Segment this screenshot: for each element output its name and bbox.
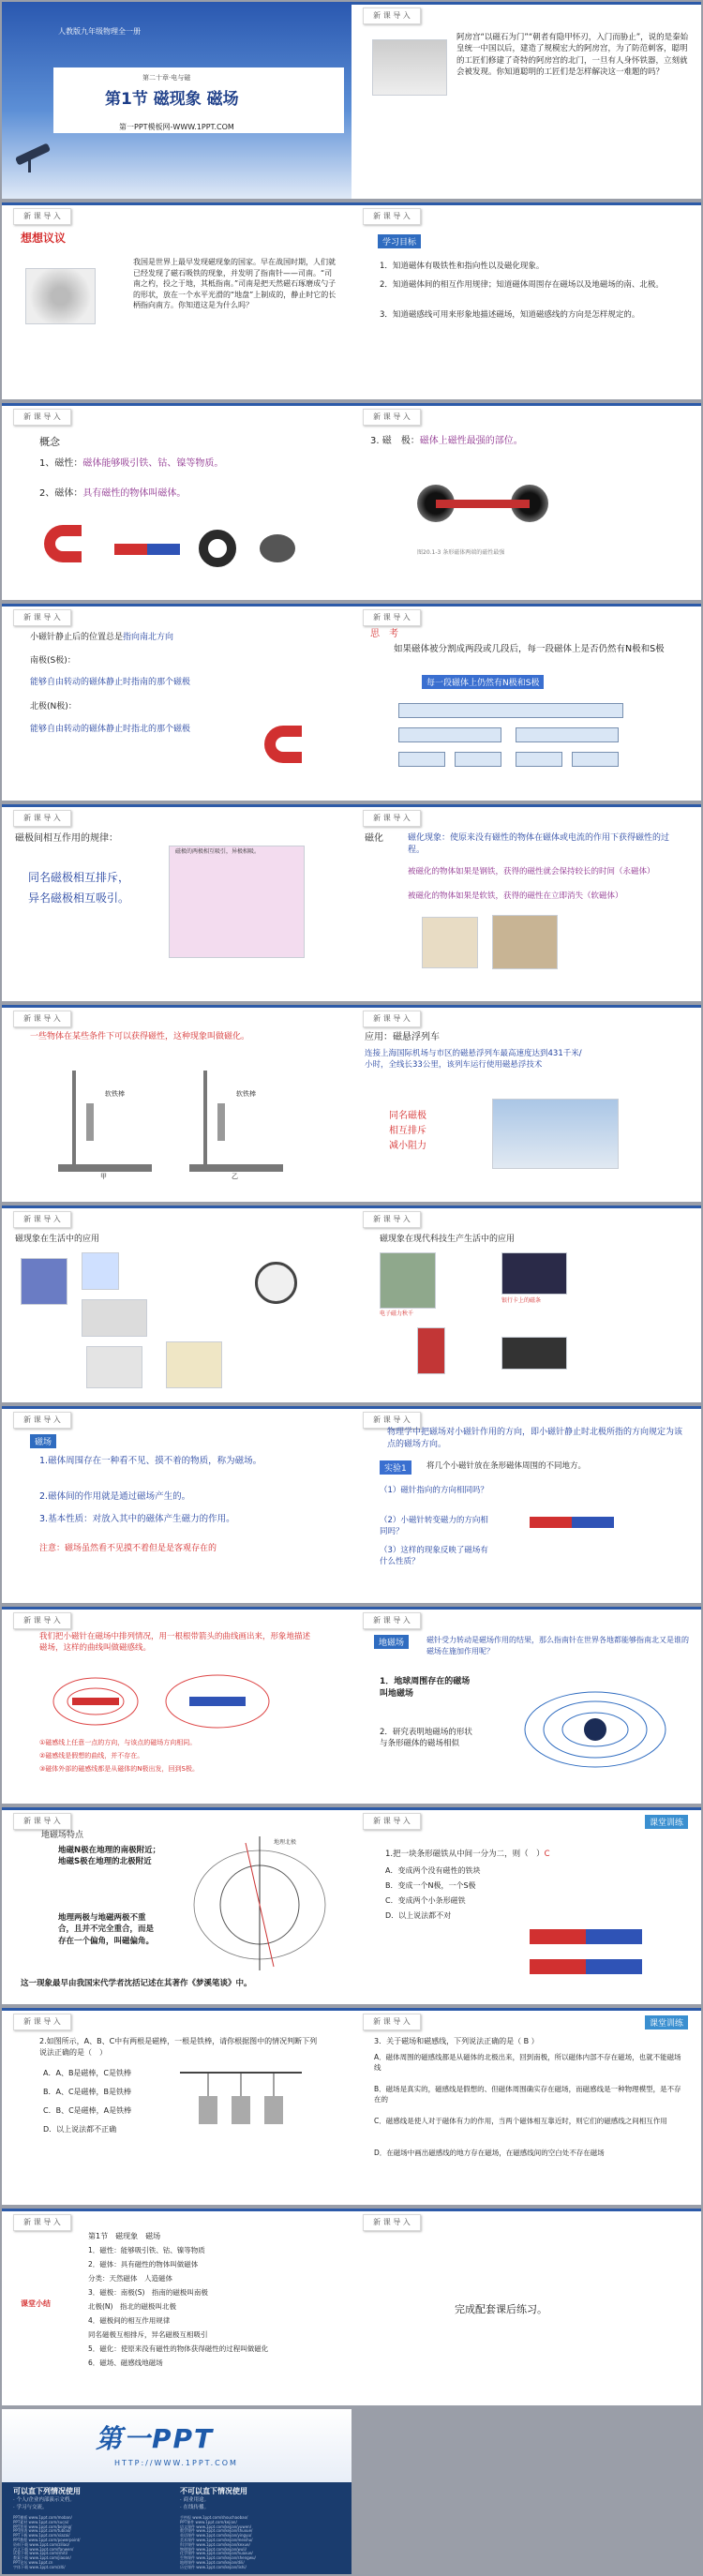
q1-option-d: D．以上说法都不对 [385,1911,452,1920]
cassette-image [501,1337,567,1370]
figure-b-label: 乙 [232,1173,238,1180]
top-bar [352,1807,701,1810]
u-magnet-image [44,525,82,562]
pole-definition [370,435,523,449]
practice-badge: 课堂训练 [645,2015,688,2029]
earth-axis-diagram [189,1832,330,1972]
top-bar [352,1005,701,1008]
summary-2: 2．磁体：具有磁性的物体叫做磁体 [88,2260,199,2269]
bar-magnet-image [114,544,180,555]
top-bar [352,403,701,406]
maglev-point-3: 减小阻力 [389,1141,426,1151]
lesson-title: 第1节 磁现象 磁场 [105,90,239,109]
footer-link[interactable]: 英语课件 www.1ppt.com/kejian/yingyu/ [180,2533,252,2539]
tech-app-title: 磁现象在现代科技生产生活中的应用 [380,1235,516,1244]
think-heading: 想想议议 [21,232,67,245]
section-tag: 新 课 导 入 [13,2014,71,2030]
q3-option-c: C．磁感线是使人对于磁体有力的作用，当两个磁体相互靠近时，则它们的磁感线之间相互作用 [374,2117,667,2125]
question-1-stem: 1.把一块条形磁铁从中间一分为二，则（ ） [385,1850,545,1859]
footer-link[interactable]: PPT背景 www.1ppt.com/beijing/ [13,2524,72,2529]
slide-concepts [2,403,352,600]
maglev-point-1: 同名磁极 [389,1111,426,1121]
slide-field-direction [352,1406,701,1603]
magnetic-stick-image [166,1341,222,1388]
slide-field-lines [2,1607,352,1804]
soft-magnet-note: 被磁化的物体如果是软铁，获得的磁性在立即消失（软磁体） [408,891,623,901]
q3-option-d: D．在磁场中画出磁感线的地方存在磁场，在磁感线间的空白处不存在磁场 [374,2149,605,2157]
slide-intro-afang [352,2,701,199]
magnet-experiment-image [422,917,478,968]
footer-link[interactable]: 美术课件 www.1ppt.com/kejian/meishu/ [180,2538,253,2542]
image-caption: 磁极的两极相互吸引，异极相吸。 [175,848,261,855]
q2-option-b: B．A、C是磁棒，B是铁棒 [43,2088,132,2096]
footer-logo-area [2,2409,352,2482]
question-2-text: 2.如图所示，A、B、C中有两根是磁棒，一根是铁棒，请你根据图中的情况判断下列说法正确的是（ ） [39,2037,318,2057]
q2-option-a: A．A、B是磁棒，C是铁棒 [43,2069,132,2077]
footer-link[interactable]: 教案下载 www.1ppt.com/jiaoan/ [13,2555,71,2561]
apparatus-a-image [58,1061,152,1183]
pole-term: 3. 磁 极： [370,436,420,446]
top-bar [352,2209,701,2211]
slide-summary [2,2209,352,2405]
magnetism-term: 1、磁性： [39,458,83,469]
section-tag: 新 课 导 入 [363,208,421,225]
footer-link[interactable]: PPT课件 www.1ppt.com/kejian/ [180,2519,237,2524]
bank-card-image [501,1252,567,1295]
magnet-label [39,487,186,502]
chapter-label: 第二十章·电与磁 [142,74,191,82]
think-text: 我国是世界上最早发现磁现象的国家。早在战国时期，人们就已经发现了磁石吸铁的现象，并发明了指南针——司南。“司南之杓，投之于地，其柢指南。”司南是把天然磁石琢磨成勺子的形状，放在一个水平光滑的“地盘”上制成的，静止时它的长柄指向南方。你知道这是为什么吗？ [133,258,337,310]
section-tag: 新 课 导 入 [363,609,421,626]
magnetization-label: 磁化 [365,833,383,844]
section-tag: 新 课 导 入 [13,810,71,827]
footer-link[interactable]: 科学课件 www.1ppt.com/kejian/kexue/ [180,2541,250,2547]
field-point-1: 1.磁体周围存在一种看不见、摸不着的物质，称为磁场。 [39,1456,262,1466]
section-tag: 新 课 导 入 [13,208,71,225]
not-allowed-line-2: · 在线传播。 [180,2505,209,2510]
question-1: （1）磁针指向的方向相同吗？ [380,1486,488,1495]
life-app-title: 磁现象在生活中的应用 [15,1235,100,1244]
needle-intro-highlight: 指向南北方向 [123,633,174,642]
homework-text: 完成配套课后练习。 [455,2303,547,2315]
section-tag: 新 课 导 入 [363,7,421,24]
intro-text: 阿房宫“以磁石为门”“朝者有隐甲怀刃，入门而胁止”，说的是秦始皇统一中国以后，建造了规模宏大的阿房宫，为了防范刺客，聪明的工匠们修建了奇特的阿房宫的北门，一旦有人身怀铁器，立刻就会被发现。你知道聪明的工匠们是怎样解决这一难题的吗？ [456,33,689,77]
figure-caption: 图20.1-3 条形磁体两端的磁性最强 [417,549,505,556]
pushpins-image [82,1252,119,1290]
section-tag: 新 课 导 入 [363,1813,421,1830]
top-bar [2,604,352,607]
top-bar [352,1607,701,1610]
footer-link[interactable]: 手抄报 www.1ppt.com/shouchaobao/ [180,2515,248,2520]
slide-needle-poles [2,604,352,801]
field-label: 磁场 [30,1434,56,1448]
objective-2: 2．知道磁体间的相互作用规律；知道磁体周围存在磁场以及地磁场的南、北极。 [380,280,664,290]
south-pole-def: 能够自由转动的磁体静止时指南的那个磁极 [30,678,191,687]
allowed-line-2: · 学习与交流。 [13,2505,48,2510]
geomagnetism-text: 磁针受力转动是磁场作用的结果，那么指南针在世界各地都能够指南北又是谁的磁场在施加作用呢？ [426,1636,689,1655]
not-allowed-title: 不可以直下情况使用 [180,2487,247,2495]
rule-attract: 异名磁极相互吸引。 [28,891,130,905]
iron-filings-magnet-image [408,473,558,539]
north-pole-def: 能够自由转动的磁体静止时指北的那个磁极 [30,725,191,734]
site-line: 第一PPT模板网-WWW.1PPT.COM [119,123,234,131]
geomagnetism-point-2: 2．研究表明地磁场的形状与条形磁体的磁场相似 [380,1728,472,1749]
direction-definition: 物理学中把磁场对小磁针作用的方向，即小磁针静止时北极所指的方向规定为该点的磁场方向。 [387,1428,683,1450]
q1-option-c: C．变成两个小条形磁铁 [385,1896,466,1905]
summary-head: 第1节 磁现象 磁场 [88,2232,161,2240]
features-b: 地理两极与地磁两极不重合，且并不完全重合，而是存在一个偏角，叫磁偏角。 [58,1913,155,1946]
section-tag: 新 课 导 入 [363,1412,421,1429]
section-tag: 新 课 导 入 [13,1412,71,1429]
footer-links [13,2516,341,2572]
q2-option-c: C．B、C是磁棒，A是铁棒 [43,2106,132,2115]
split-question: 如果磁体被分割成两段或几段后，每一段磁体上是否仍然有N极和S极 [394,644,665,654]
card-caption: 银行卡上的磁条 [501,1297,542,1304]
magnetism-label [39,457,223,472]
geomagnetism-label: 地磁场 [374,1635,409,1649]
split-magnet-image-2 [530,1959,642,1974]
maglev-point-2: 相互排斥 [389,1126,426,1136]
ring-magnet-image [199,530,236,567]
student-experiment-image [492,915,558,969]
soft-iron-label-b: 软铁棒 [236,1090,256,1098]
top-bar [352,604,701,607]
section-tag: 新 课 导 入 [363,409,421,426]
soft-iron-label-a: 软铁棒 [105,1090,125,1098]
summary-7: 同名磁极互相排斥，异名磁极互相吸引 [88,2330,208,2339]
slide-geomagnetism [352,1607,701,1804]
summary-9: 6．磁场、磁感线地磁场 [88,2359,163,2367]
footer-link[interactable]: PPT素材 www.1ppt.com/sucai/ [13,2519,69,2524]
top-bar [2,804,352,807]
slide-maglev [352,1005,701,1202]
footer-link[interactable]: 生物课件 www.1ppt.com/kejian/shengwu/ [180,2555,256,2561]
summary-8: 5．磁化：使原来没有磁性的物体获得磁性的过程叫做磁化 [88,2344,269,2353]
slide-magnetic-field [2,1406,352,1603]
magnetization-sentence: 一些物体在某些条件下可以获得磁性，这种现象叫做磁化。 [30,1032,250,1041]
palace-image [372,39,447,96]
slide-practice-2 [2,2008,352,2205]
top-bar [352,202,701,205]
section-tag: 新 课 导 入 [13,1211,71,1228]
footer-info-area [2,2482,352,2574]
slide-think-compass [2,202,352,399]
title-panel [53,67,344,133]
slide-practice-1 [352,1807,701,2004]
allowed-title: 可以直下列情况使用 [13,2487,81,2495]
section-tag: 新 课 导 入 [13,1011,71,1027]
u-magnet-image [264,726,302,763]
section-tag: 新 课 导 入 [13,409,71,426]
compass-image [255,1262,297,1304]
magnet-def: 具有磁性的物体叫磁体。 [82,488,187,499]
summary-label: 课堂小结 [21,2299,51,2308]
needle-intro-text: 小磁针静止后的位置总是 [30,633,124,642]
apparatus-b-image [189,1061,283,1183]
features-a: 地磁N极在地理的南极附近；地磁S极在地理的北极附近 [58,1846,161,1867]
note-3: ③磁体外部的磁感线都是从磁体的N极出发，回到S极。 [39,1765,199,1773]
footer-logo: 第一PPT [96,2423,215,2454]
question-1-answer: C [544,1850,550,1859]
sinan-compass-image [25,268,96,324]
section-tag: 新 课 导 入 [363,1612,421,1629]
pole-def: 磁体上磁性最强的部位。 [419,436,523,446]
footer-link[interactable]: 数学课件 www.1ppt.com/kejian/shuxue/ [180,2528,253,2534]
split-magnets-image [398,697,642,772]
section-tag: 新 课 导 入 [363,1211,421,1228]
top-bar [2,403,352,406]
top-bar [2,1005,352,1008]
slide-magnetization-def [2,1005,352,1202]
summary-3: 分类：天然磁体 人造磁体 [88,2274,172,2283]
south-pole-label: 南极(S极)： [30,656,76,666]
slide-practice-3 [352,2008,701,2205]
field-note: 注意：磁场虽然看不见摸不着但是是客观存在的 [39,1544,217,1553]
top-bar [2,2008,352,2011]
question-1-text [385,1849,550,1860]
experiment-label: 实验1 [380,1460,411,1475]
magnetism-def: 磁体能够吸引铁、钴、镍等物质。 [82,458,224,469]
top-bar [352,1406,701,1409]
q3-option-b: B．磁场是真实的，磁感线是假想的、但磁体周围确实存在磁场，而磁感线是一种物理模型，是不存在的 [374,2085,681,2104]
not-allowed-line-1: · 商业用途。 [180,2497,209,2503]
maglev-train-image [492,1099,619,1169]
top-bar [2,1406,352,1409]
swing-image [380,1252,436,1309]
top-bar [352,804,701,807]
magnetization-def: 磁化现象：使原来没有磁性的物体在磁体或电流的作用下获得磁性的过程。 [408,833,670,856]
allowed-line-1: · 个人/企业内部演示文档。 [13,2497,75,2503]
summary-6: 4．磁极间的相互作用规律 [88,2316,171,2325]
section-tag: 新 课 导 入 [363,2214,421,2231]
footer-link[interactable]: PPT下载 www.1ppt.com/xiazai/ [13,2533,70,2539]
slide-objectives [352,202,701,399]
geomagnetism-point-1: 1．地球周围存在的磁场叫地磁场 [380,1677,471,1700]
hard-magnet-note: 被磁化的物体如果是钢铁，获得的磁性就会保持较长的时间（永磁体） [408,867,655,876]
footer-link[interactable]: PPT图表 www.1ppt.com/tubiao/ [13,2528,71,2534]
footer-link[interactable]: 物理课件 www.1ppt.com/kejian/wuli/ [180,2546,247,2552]
telescope-icon [11,142,58,171]
top-bar [2,2209,352,2211]
footer-link[interactable]: 范文下载 www.1ppt.com/fanwen/ [13,2546,74,2552]
q3-option-a: A．磁体周围的磁感线都是从磁体的北极出来，回到南极，所以磁体内部不存在磁场，也就不能磁场线 [374,2053,681,2072]
footer-link[interactable]: 历史课件 www.1ppt.com/kejian/lishi/ [180,2564,247,2569]
section-tag: 新 课 导 入 [13,1813,71,1830]
slide-title [2,2,352,199]
footer-link[interactable]: 试卷下载 www.1ppt.com/shiti/ [13,2551,68,2556]
north-pole-label: 北极(N极)： [30,702,77,711]
objective-3: 3．知道磁感线可用来形象地描述磁场，知道磁感线的方向是怎样规定的。 [380,310,640,320]
footer-link[interactable]: 语文课件 www.1ppt.com/kejian/yuwen/ [180,2524,252,2529]
q2-option-d: D．以上说法都不正确 [43,2125,117,2134]
rule-heading: 磁极间相互作用的规律： [15,833,118,844]
slide-think-split [352,604,701,801]
bar-magnet-field-image [530,1517,614,1528]
fridge-image-2 [417,1327,445,1374]
objective-1: 1．知道磁体有吸铁性和指向性以及磁化现象。 [380,262,545,271]
objectives-label: 学习目标 [378,234,421,248]
practice-badge: 课堂训练 [645,1815,688,1829]
top-bar [2,1807,352,1810]
section-tag: 新 课 导 入 [13,2214,71,2231]
speaker-box-image [82,1299,147,1337]
features-title: 地磁场特点 [41,1831,84,1840]
summary-5: 北极(N) 指北的磁极叫北极 [88,2302,176,2311]
course-subtitle: 人教版九年级物理全一册 [58,27,141,36]
footer-link[interactable]: 资料下载 www.1ppt.com/ziliao/ [13,2541,70,2547]
axis-label: 地理北极 [274,1839,297,1846]
disc-magnet-image [260,534,295,562]
footer-link[interactable]: 字体下载 www.1ppt.com/ziti/ [13,2564,66,2569]
magnet-term: 2、磁体： [39,488,83,499]
speaker-image [21,1258,67,1305]
rule-repel: 同名磁极相互排斥， [28,871,130,884]
fridge-image [86,1346,142,1388]
q1-option-a: A．变成两个没有磁性的铁块 [385,1866,481,1875]
footer-card [2,2409,352,2574]
slide-geomag-features [2,1807,352,2004]
top-bar [2,1607,352,1610]
slide-magnetization [352,804,701,1001]
q1-option-b: B．变成一个N极，一个S极 [385,1881,476,1890]
pole-interaction-image [169,846,305,958]
section-tag: 新 课 导 入 [13,1612,71,1629]
top-bar [352,2,701,5]
split-answer: 每一段磁体上仍然有N极和S极 [422,675,544,689]
top-bar [2,202,352,205]
top-bar [352,1206,701,1208]
note-1: ①磁感线上任意一点的方向，与该点的磁场方向相同。 [39,1739,197,1746]
experiment-text: 将几个小磁针放在条形磁体周围的不同地方。 [426,1461,587,1471]
section-tag: 新 课 导 入 [363,810,421,827]
field-point-2: 2.磁体间的作用就是通过磁场产生的。 [39,1491,191,1502]
section-tag: 新 课 导 入 [363,1011,421,1027]
footer-link[interactable]: 化学课件 www.1ppt.com/kejian/huaxue/ [180,2551,253,2556]
footer-link[interactable]: PPT教程 www.1ppt.com/powerpoint/ [13,2538,81,2542]
field-lines-diagram [39,1669,283,1734]
slide-tech-applications [352,1206,701,1402]
field-lines-def: 我们把小磁针在磁场中排列情况，用一根根带箭头的曲线画出来，形象地描述磁场，这样的曲线叫做磁感线。 [39,1632,311,1654]
figure-a-label: 甲 [100,1173,107,1180]
hanging-bars-diagram [171,2068,311,2143]
question-3-text: 3．关于磁场和磁感线，下列说法正确的是（ B ） [374,2037,539,2045]
top-bar [352,2008,701,2011]
section-tag: 新 课 导 入 [13,609,71,626]
earth-field-diagram [520,1678,670,1781]
summary-4: 3．磁极：南极(S) 指南的磁极叫南极 [88,2288,208,2297]
swing-caption: 电子磁力秋千 [380,1310,414,1317]
field-point-3: 3.基本性质：对放入其中的磁体产生磁力的作用。 [39,1514,235,1524]
slide-life-applications [2,1206,352,1402]
concept-heading: 概念 [39,436,60,448]
slide-pole-rules [2,804,352,1001]
maglev-title: 应用：磁悬浮列车 [365,1032,440,1042]
question-3: （3）这样的现象反映了磁场有什么性质？ [380,1546,488,1567]
slide-homework [352,2209,701,2405]
top-bar [2,1206,352,1208]
question-2: （2）小磁针转变磁力的方向相同吗？ [380,1516,488,1537]
needle-intro [30,632,173,644]
features-c: 这一现象最早由我国宋代学者沈括记述在其著作《梦溪笔谈》中。 [21,1979,252,1988]
think-heading: 思 考 [370,629,398,639]
section-tag: 新 课 导 入 [363,2014,421,2030]
slide-poles [352,403,701,600]
footer-url: HTTP://WWW.1PPT.COM [114,2459,238,2467]
footer-link[interactable]: PPT模板 www.1ppt.com/moban/ [13,2515,72,2520]
summary-1: 1．磁性：能够吸引铁、钴、镍等物质 [88,2246,205,2254]
footer-link[interactable]: PPT论坛 www.1ppt.cn [13,2560,53,2565]
footer-link[interactable]: 地理课件 www.1ppt.com/kejian/dili/ [180,2560,245,2565]
maglev-text: 连接上海国际机场与市区的磁悬浮列车最高速度达到431千米/小时，全线长33公里，该列车运行使用磁悬浮技术 [365,1049,582,1071]
note-2: ②磁感线是假想的曲线，并不存在。 [39,1752,144,1760]
split-magnet-image-1 [530,1929,642,1944]
